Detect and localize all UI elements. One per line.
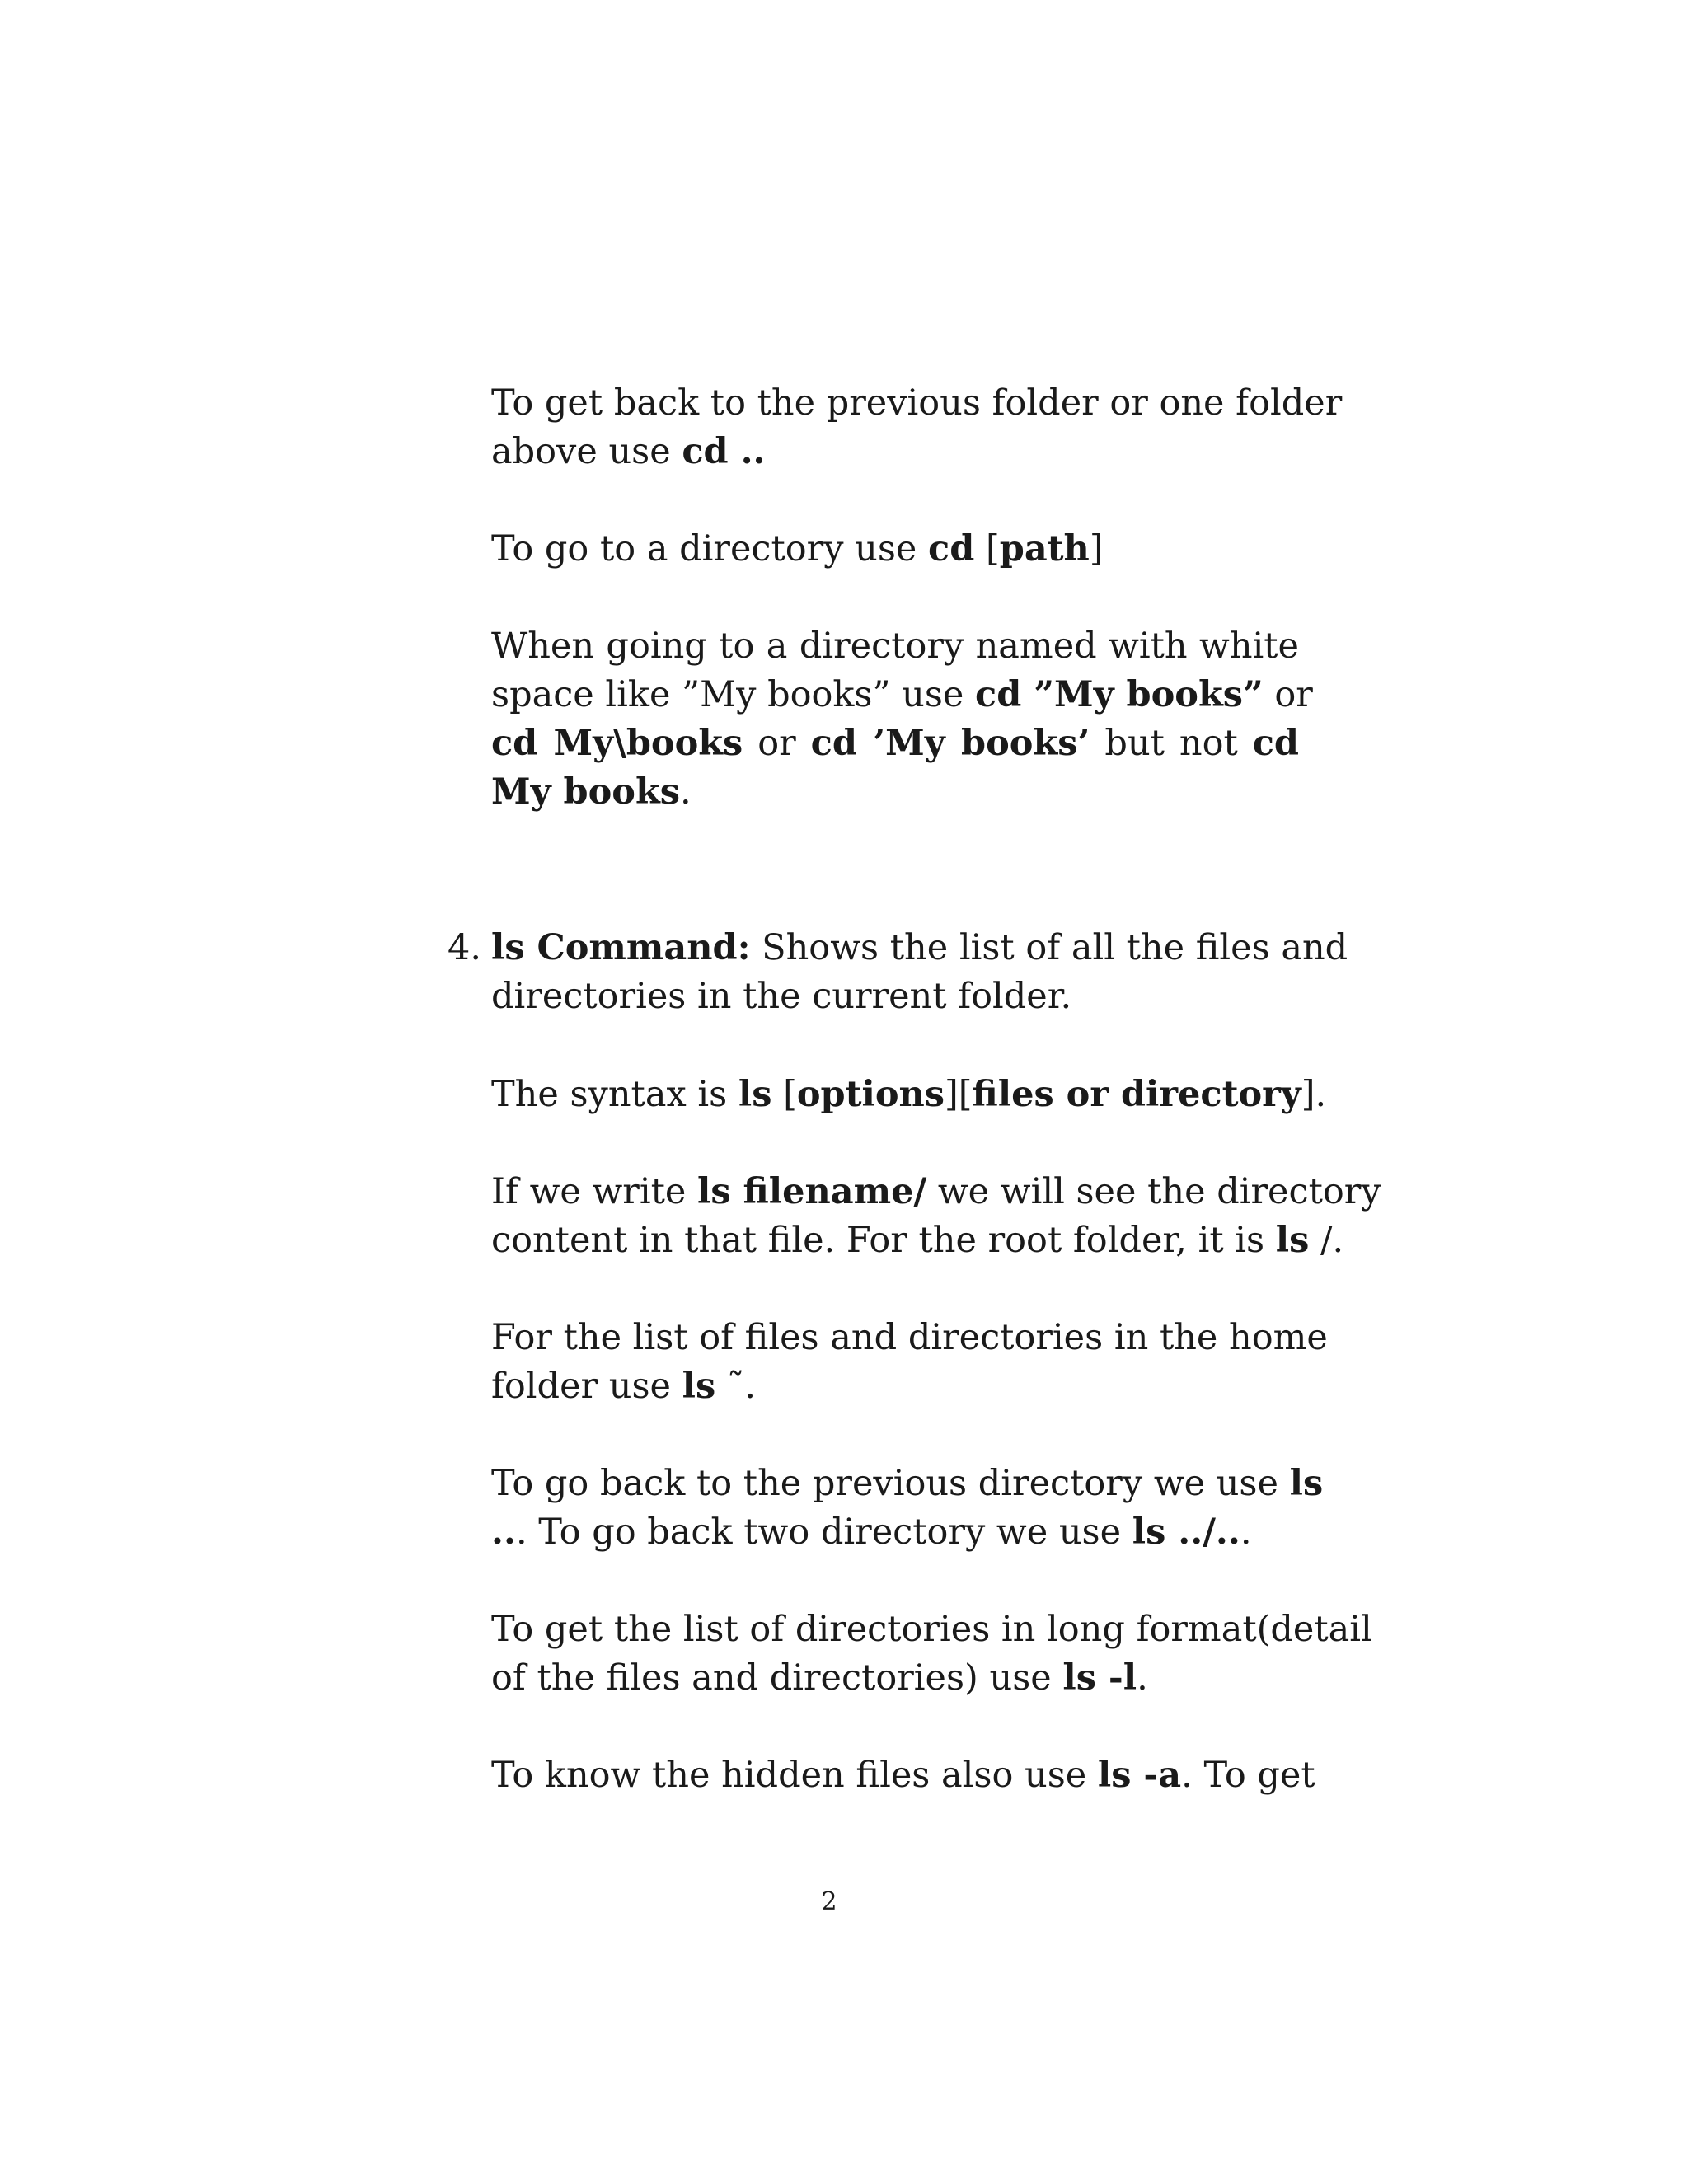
text-run: ].: [1301, 1074, 1327, 1115]
text-line: directories in the current folder.: [491, 976, 1072, 1017]
paragraph-cd-path: [491, 525, 1299, 574]
command-text: ls -a: [1097, 1755, 1182, 1796]
text-run: To go back to the previous directory we use: [491, 1463, 1290, 1504]
paragraph-ls-home: [491, 1314, 1328, 1411]
text-run: ˜.: [715, 1366, 757, 1407]
paragraph-ls-syntax: [491, 1071, 1327, 1119]
command-text: cd ”My books”: [975, 674, 1264, 715]
text-run: .: [1137, 1657, 1148, 1699]
command-text: files or directory: [972, 1074, 1301, 1115]
text-run: .: [679, 771, 692, 813]
command-text: ls: [1275, 1220, 1310, 1261]
text-line: To get back to the previous folder or one folder: [491, 382, 1343, 424]
text-line: [491, 1168, 1381, 1216]
text-line: [491, 671, 1313, 719]
text-line: [491, 1460, 1324, 1508]
text-line: [491, 1362, 1299, 1411]
command-text: cd: [1252, 723, 1299, 764]
text-line: [491, 1751, 1315, 1800]
text-run: .: [1240, 1511, 1252, 1553]
list-item-number: 4.: [448, 927, 482, 968]
list-item-ls-command: [491, 924, 1348, 1021]
text-run: space like ”My books” use: [491, 674, 976, 715]
page-number: 2: [821, 1887, 837, 1916]
paragraph-cd-back: [491, 379, 1343, 476]
text-run: . To get: [1181, 1755, 1315, 1796]
text-run: To go to a directory use: [491, 528, 929, 569]
command-text: ls filename/: [697, 1171, 927, 1212]
text-run: The syntax is: [491, 1074, 738, 1115]
command-text: cd: [928, 528, 975, 569]
command-text: ls -l: [1062, 1657, 1137, 1699]
text-line: [491, 1508, 1299, 1557]
text-line: When going to a directory named with white: [491, 626, 1299, 667]
paragraph-ls-filename: [491, 1168, 1381, 1265]
text-line: [491, 719, 1299, 768]
command-text: cd My\books: [491, 723, 743, 764]
command-text: cd ..: [682, 431, 766, 472]
text-run: or: [743, 723, 811, 764]
text-run: If we write: [491, 1171, 698, 1212]
text-run: To know the hidden files also use: [491, 1755, 1098, 1796]
command-text: My books: [491, 771, 680, 813]
text-run: [: [974, 528, 1000, 569]
text-run: above use: [491, 431, 682, 472]
text-run: we will see the directory: [926, 1171, 1381, 1212]
text-line: [491, 525, 1299, 574]
text-run: folder use: [491, 1366, 682, 1407]
text-line: [491, 768, 1299, 817]
command-text: ls: [682, 1366, 716, 1407]
paragraph-ls-long: [491, 1605, 1372, 1703]
text-line: [491, 1654, 1299, 1703]
item-heading: ls Command:: [491, 927, 751, 968]
text-run: Shows the list of all the files and: [750, 927, 1348, 968]
command-text: ls: [738, 1074, 772, 1115]
text-line: [491, 1071, 1327, 1119]
text-run: [: [771, 1074, 797, 1115]
paragraph-ls-hidden: [491, 1751, 1315, 1800]
text-run: ][: [944, 1074, 973, 1115]
text-line: [491, 924, 1348, 972]
text-run: content in that file. For the root folder, it is: [491, 1220, 1276, 1261]
text-run: of the files and directories) use: [491, 1657, 1063, 1699]
command-text: path: [999, 528, 1090, 569]
command-text: ls ../..: [1132, 1511, 1240, 1553]
text-run: /.: [1309, 1220, 1344, 1261]
text-run: ]: [1089, 528, 1104, 569]
command-text: ls: [1289, 1463, 1324, 1504]
text-line: [491, 428, 1299, 476]
paragraph-cd-whitespace: [491, 622, 1313, 817]
command-text: cd ’My books’: [810, 723, 1090, 764]
text-line: For the list of files and directories in the home: [491, 1317, 1328, 1358]
text-run: but not: [1090, 723, 1253, 764]
text-run: . To go back two directory we use: [515, 1511, 1132, 1553]
paragraph-ls-back: [491, 1460, 1324, 1557]
text-line: [491, 1216, 1344, 1265]
command-text: options: [796, 1074, 945, 1115]
text-line: To get the list of directories in long format(detail: [491, 1609, 1372, 1650]
command-text: ..: [491, 1511, 516, 1553]
text-run: or: [1263, 674, 1313, 715]
